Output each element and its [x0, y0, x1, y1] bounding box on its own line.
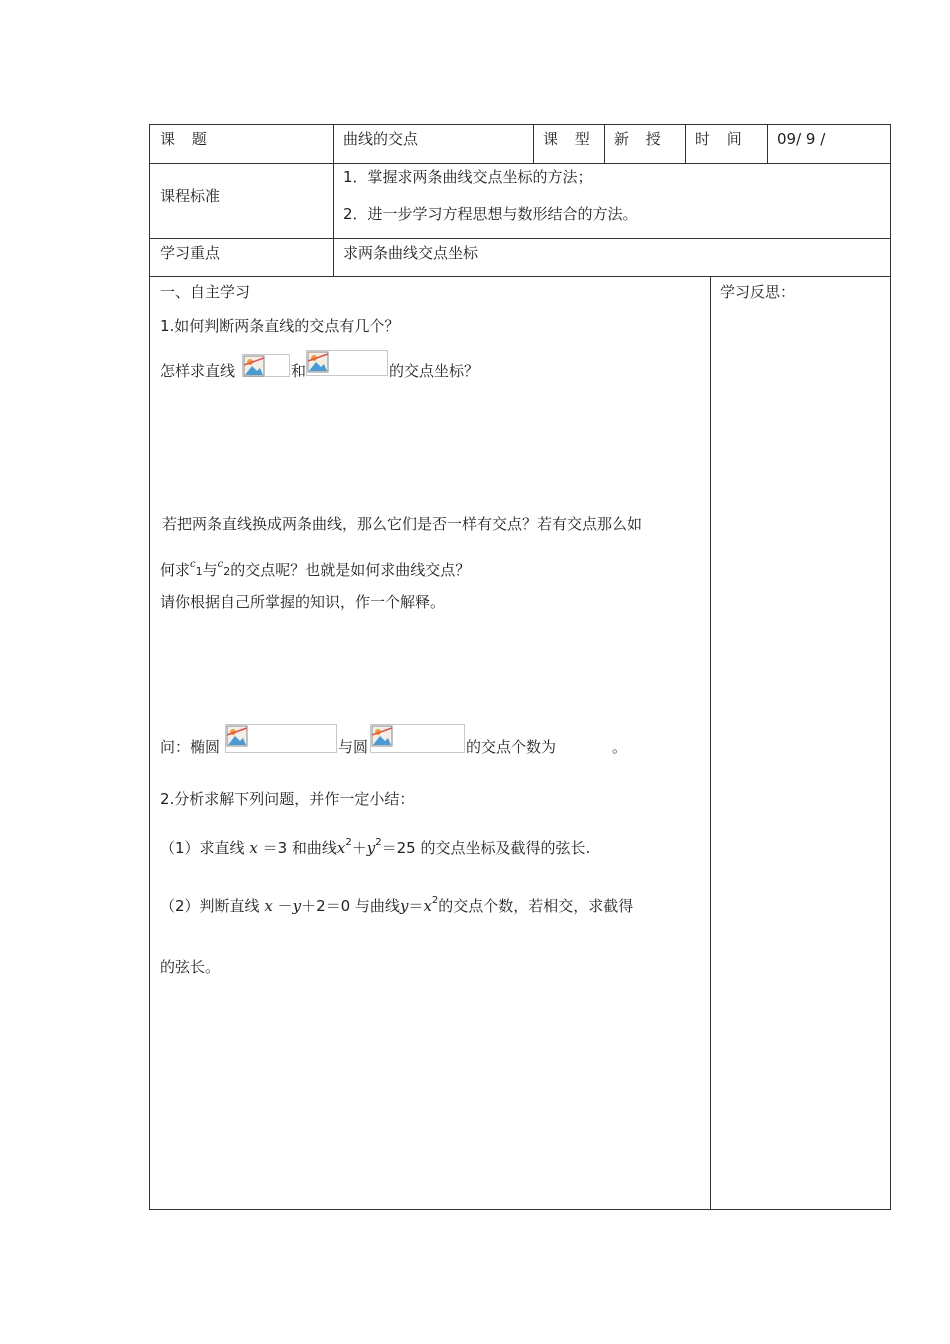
focus-value: 求两条曲线交点坐标 [343, 244, 479, 262]
question-1b-suffix: 的交点坐标？ [389, 362, 480, 380]
paragraph-line-1: 若把两条直线换成两条曲线，那么它们是否一样有交点？若有交点那么如 [162, 515, 643, 533]
line-1-equation-image [242, 354, 290, 377]
curve-c2-letter: c [217, 559, 224, 570]
ellipse-equation-image [225, 724, 337, 753]
problem-2-prefix: （2）判断直线 [160, 897, 260, 915]
math-x: x [336, 839, 346, 857]
paragraph-line-2-suffix: 的交点呢？也就是如何求曲线交点？ [230, 561, 471, 579]
math-y: y [366, 839, 376, 857]
math-minus: － [277, 897, 293, 915]
time-label: 时 间 [695, 130, 748, 148]
time-value: 09/ 9 / [777, 130, 826, 148]
curve-c1-letter: c [190, 559, 196, 570]
standards-item-2: 2．进一步学习方程思想与数形结合的方法。 [343, 205, 638, 223]
math-plus: ＋ [351, 839, 367, 857]
broken-image-icon [243, 355, 265, 377]
row-divider [150, 238, 890, 239]
curve-c1-subscript: 1 [195, 565, 203, 578]
standards-item-1: 1．掌握求两条曲线交点坐标的方法； [343, 168, 593, 186]
broken-image-icon [307, 351, 329, 373]
standards-label: 课程标准 [160, 187, 221, 205]
curve-c2-subscript: 2 [223, 565, 231, 578]
math-exponent: 2 [431, 895, 439, 906]
problem-1-eq: ＝3 和曲线 [262, 839, 337, 857]
math-y: y [292, 897, 302, 915]
section-title: 一、自主学习 [160, 283, 251, 301]
paragraph-with: 与 [202, 561, 218, 579]
math-x: x [249, 839, 258, 857]
question-2: 2.分析求解下列问题，并作一定小结： [160, 790, 415, 808]
col-divider [333, 125, 334, 276]
question-1: 1.如何判断两条直线的交点有几个？ [160, 317, 400, 335]
broken-image-icon [371, 725, 393, 747]
lesson-plan-table [149, 124, 891, 1210]
type-value: 新 授 [614, 130, 667, 148]
paragraph-line-2 [160, 555, 470, 582]
col-divider [604, 125, 605, 163]
ask-with: 与圆 [338, 738, 369, 756]
topic-label: 课 题 [160, 130, 213, 148]
problem-1 [160, 833, 590, 858]
problem-2-mid: ＋2＝0 与曲线 [301, 897, 400, 915]
col-divider [685, 125, 686, 163]
problem-1-prefix: （1）求直线 [160, 839, 245, 857]
row-divider [150, 276, 890, 277]
math-x: x [264, 897, 273, 915]
topic-value: 曲线的交点 [343, 130, 419, 148]
col-divider [710, 276, 711, 1210]
paragraph-line-2-prefix: 何求 [160, 561, 191, 579]
paragraph-line-3: 请你根据自己所掌握的知识，作一个解释。 [160, 593, 446, 611]
problem-2-suffix: 的交点个数，若相交，求截得 [438, 897, 634, 915]
row-divider [150, 163, 890, 164]
problem-2-line-2: 的弦长。 [160, 958, 221, 976]
line-2-equation-image [306, 350, 388, 376]
math-y: y [399, 897, 409, 915]
reflection-label: 学习反思： [720, 283, 796, 301]
math-equals: ＝ [408, 897, 424, 915]
circle-equation-image [370, 724, 465, 753]
question-1b-and: 和 [291, 362, 307, 380]
ask-suffix: 的交点个数为 [466, 738, 557, 756]
problem-2 [160, 891, 633, 916]
broken-image-icon [226, 725, 248, 747]
col-divider [533, 125, 534, 163]
math-exponent: 2 [345, 837, 352, 848]
type-label: 课 型 [543, 130, 596, 148]
problem-1-suffix: ＝25 的交点坐标及截得的弦长. [381, 839, 591, 857]
col-divider [767, 125, 768, 163]
ask-end: 。 [612, 738, 628, 756]
math-x: x [423, 897, 432, 915]
focus-label: 学习重点 [160, 244, 221, 262]
ask-prefix: 问：椭圆 [160, 738, 221, 756]
question-1b-prefix: 怎样求直线 [160, 362, 236, 380]
math-exponent: 2 [375, 837, 382, 848]
